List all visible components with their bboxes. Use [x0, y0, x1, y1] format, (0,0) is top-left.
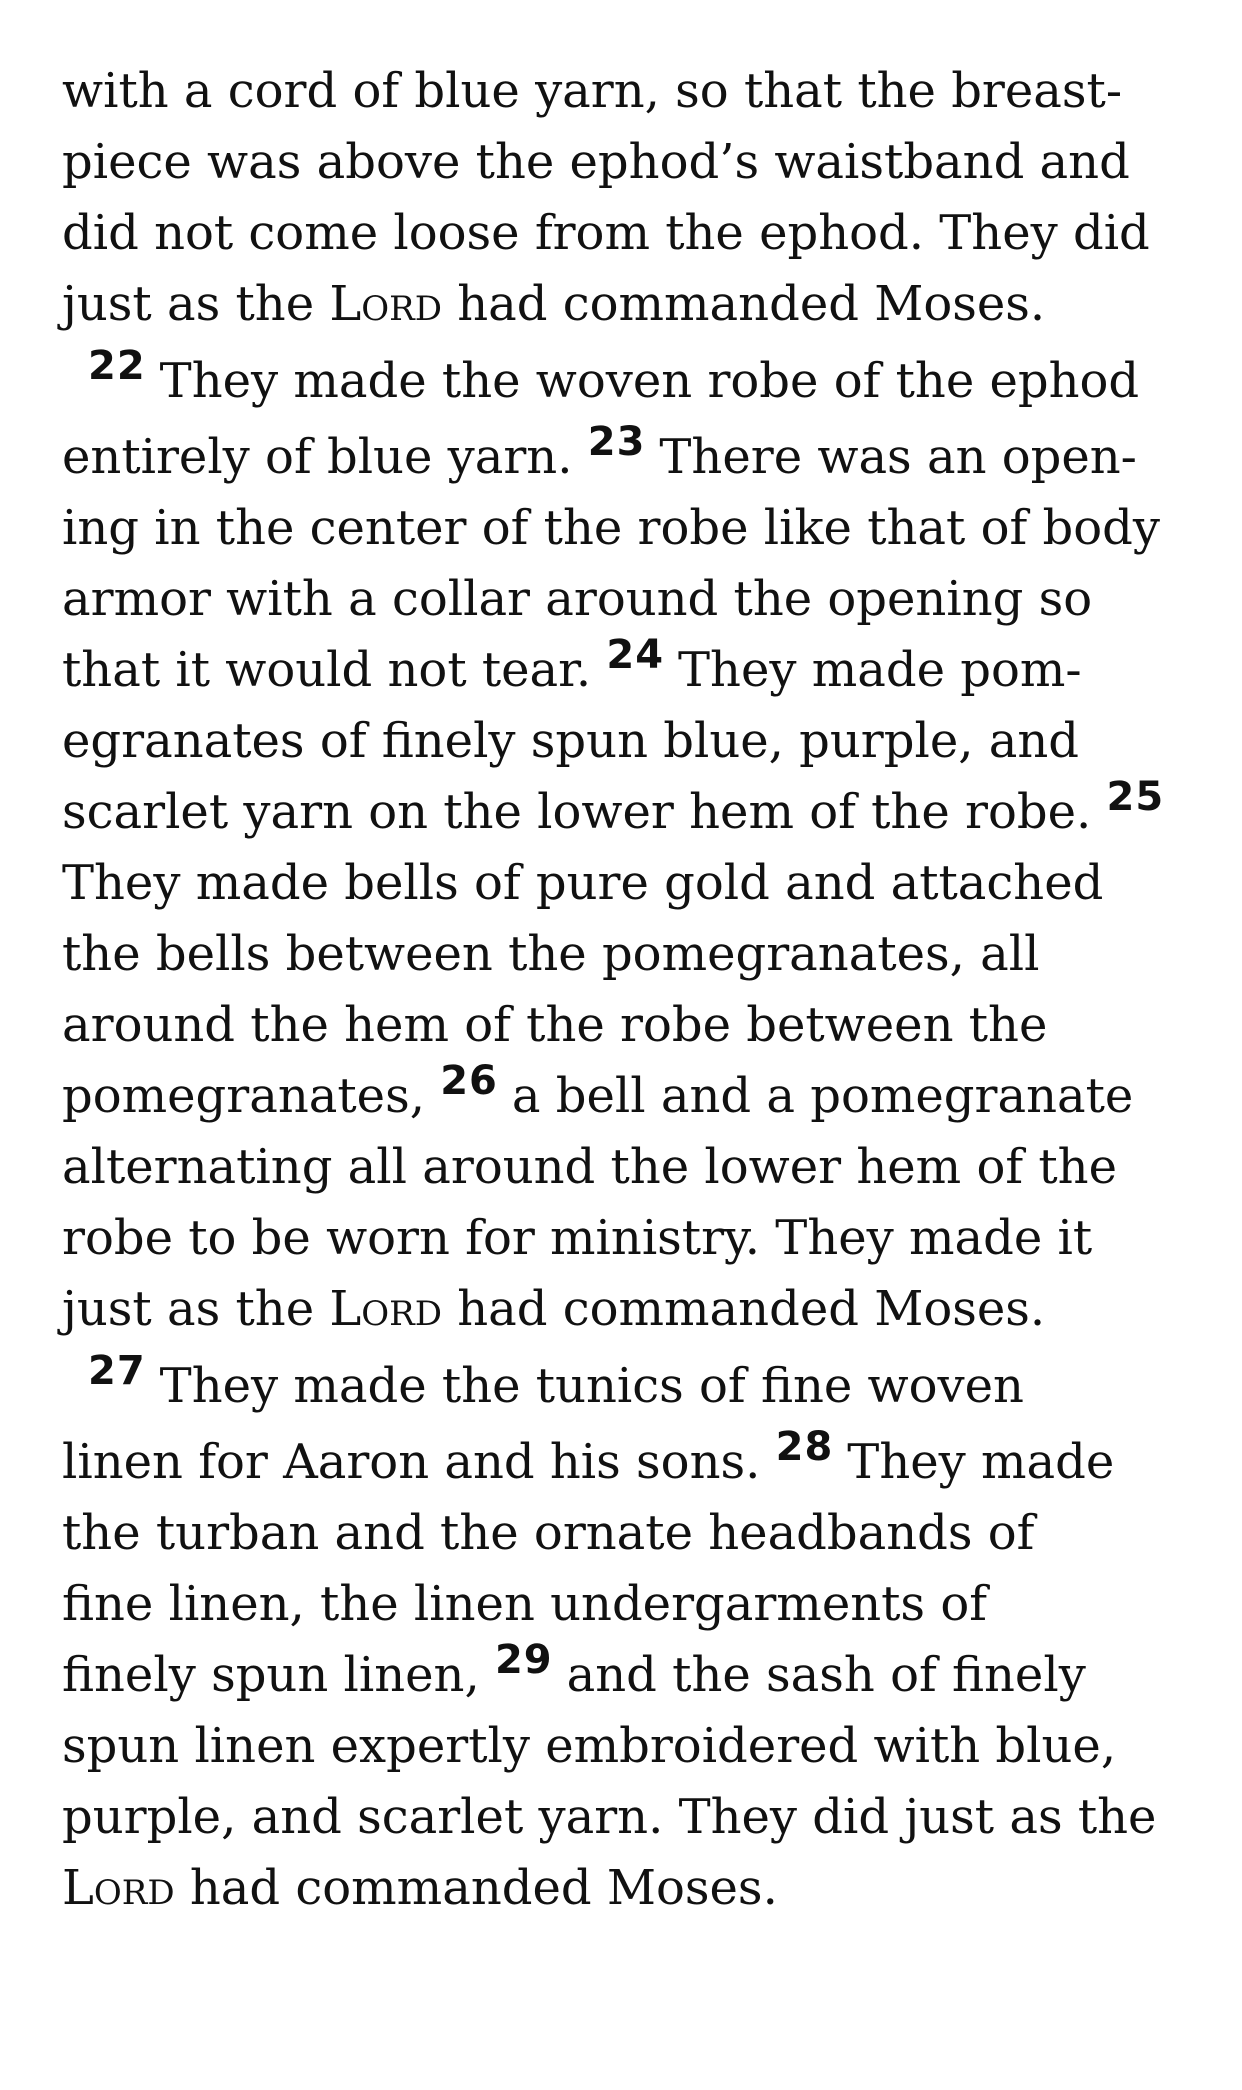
verse-text: armor with a collar around the opening so [62, 571, 1093, 627]
text-line [62, 269, 1192, 340]
verse-text: spun linen expertly embroidered with blue, [62, 1718, 1117, 1774]
text-line [62, 1424, 1192, 1498]
text-line [62, 1711, 1192, 1782]
verse-number: 23 [587, 419, 646, 465]
verse-text: They made [847, 1434, 1115, 1490]
verse-number: 25 [1106, 774, 1165, 820]
divine-name: Lord [329, 276, 442, 332]
verse-text: scarlet yarn on the lower hem of the robe. [62, 784, 1107, 840]
text-line [62, 774, 1192, 848]
verse-text: the bells between the pomegranates, all [62, 926, 1040, 982]
text-line [62, 1274, 1192, 1345]
verse-text: robe to be worn for ministry. They made it [62, 1210, 1093, 1266]
verse-text: the turban and the ornate headbands of [62, 1505, 1035, 1561]
verse-text: They made the tunics of fine woven [159, 1358, 1024, 1414]
text-line [62, 198, 1192, 269]
scripture-passage [62, 56, 1192, 1924]
verse-text: with a cord of blue yarn, so that the breast- [62, 63, 1123, 119]
verse-text: purple, and scarlet yarn. They did just as the [62, 1789, 1157, 1845]
text-line [62, 990, 1192, 1061]
verse-text: alternating all around the lower hem of the [62, 1139, 1117, 1195]
text-line [62, 56, 1192, 127]
verse-text: finely spun linen, [62, 1647, 495, 1703]
verse-text: linen for Aaron and his sons. [62, 1434, 776, 1490]
verse-text: They made bells of pure gold and attached [62, 855, 1104, 911]
verse-text: just as the [62, 276, 330, 332]
text-line [62, 1498, 1192, 1569]
verse-text: had commanded Moses. [174, 1860, 778, 1916]
verse-text: pomegranates, [62, 1068, 441, 1124]
verse-text: egranates of finely spun blue, purple, and [62, 713, 1079, 769]
divine-name: Lord [329, 1281, 442, 1337]
verse-number: 22 [88, 343, 146, 389]
text-line [62, 848, 1192, 919]
verse-number: 28 [775, 1424, 834, 1470]
text-line [62, 1782, 1192, 1853]
text-line [62, 127, 1192, 198]
verse-text: around the hem of the robe between the [62, 997, 1048, 1053]
text-line [62, 1058, 1192, 1132]
verse-text: They made the woven robe of the ephod [159, 353, 1140, 409]
verse-text: There was an open- [659, 429, 1137, 485]
verse-text: did not come loose from the ephod. They did [62, 205, 1150, 261]
verse-text: just as the [62, 1281, 330, 1337]
verse-text: and the sash of finely [566, 1647, 1086, 1703]
verse-text: They made pom- [678, 642, 1082, 698]
text-line [62, 419, 1192, 493]
verse-text: a bell and a pomegranate [511, 1068, 1134, 1124]
text-line [62, 340, 1192, 422]
verse-text: piece was above the ephod’s waistband and [62, 134, 1130, 190]
text-line [62, 1132, 1192, 1203]
verse-text: had commanded Moses. [441, 276, 1046, 332]
verse-text: ing in the center of the robe like that of body [62, 500, 1160, 556]
text-line [62, 632, 1192, 706]
text-line [62, 919, 1192, 990]
text-line [62, 493, 1192, 564]
text-line [62, 1345, 1192, 1427]
verse-number: 24 [606, 632, 665, 678]
verse-number: 26 [440, 1058, 498, 1104]
text-line [62, 1637, 1192, 1711]
text-line [62, 706, 1192, 777]
verse-text: had commanded Moses. [441, 1281, 1046, 1337]
divine-name: Lord [62, 1860, 175, 1916]
text-line [62, 1569, 1192, 1640]
text-line [62, 1853, 1192, 1924]
verse-number: 29 [494, 1637, 553, 1683]
verse-text: fine linen, the linen undergarments of [62, 1576, 987, 1632]
text-line [62, 564, 1192, 635]
verse-text: that it would not tear. [62, 642, 607, 698]
verse-number: 27 [88, 1348, 146, 1394]
verse-text: entirely of blue yarn. [62, 429, 588, 485]
text-line [62, 1203, 1192, 1274]
